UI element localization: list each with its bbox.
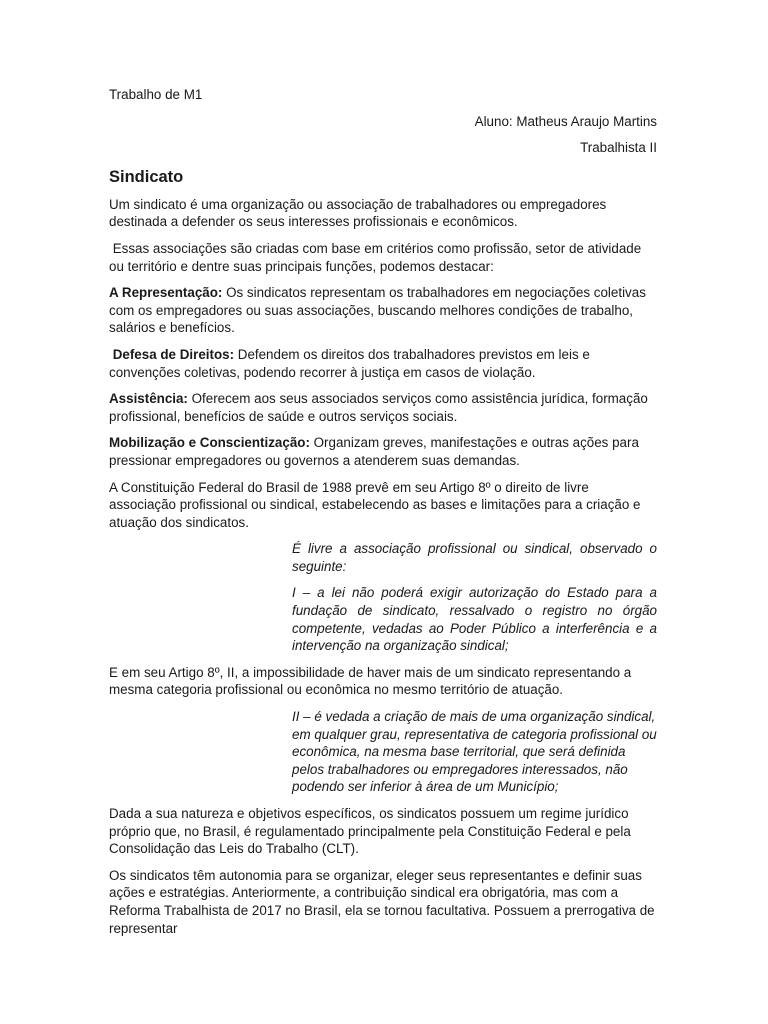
label-mobilizacao: Mobilização e Conscientização: <box>109 435 310 451</box>
paragraph-representacao <box>109 284 657 337</box>
quote-artigo-8-inciso-i: I – a lei não poderá exigir autorização do Estado para a fundação de sindicato, ressalvado o registro no órgão competente, vedadas ao Poder Público a interferência e a intervenção na organização sindical; <box>292 585 657 654</box>
text-representacao: Os sindicatos representam os trabalhadores em negociações coletivas com os empregadores ou suas associações, buscando melhores condições de trabalho, salários e benefícios. <box>109 285 646 336</box>
section-title: Sindicato <box>109 167 184 186</box>
work-title: Trabalho de M1 <box>109 87 203 102</box>
label-representacao: A Representação: <box>109 285 223 301</box>
paragraph-autonomia: Os sindicatos têm autonomia para se organizar, eleger seus representantes e definir suas ações e estratégias. Anteriormente, a contribuição sindical era obrigatória, mas com a Reforma Trabalhista de 2017 no Brasil, ela se tornou facultativa. Possuem a prerrogativa de representar <box>109 867 655 936</box>
paragraph-defesa <box>109 346 657 381</box>
paragraph-definition: Um sindicato é uma organização ou associação de trabalhadores ou empregadores destinada a defender os seus interesses profissionais e econômicos. <box>109 196 607 230</box>
text-mobilizacao: Organizam greves, manifestações e outras ações para pressionar empregadores ou governos a atenderem suas demandas. <box>109 435 639 468</box>
label-defesa: Defesa de Direitos: <box>109 346 235 362</box>
label-assistencia: Assistência: <box>109 391 188 407</box>
paragraph-constituicao: A Constituição Federal do Brasil de 1988 prevê em seu Artigo 8º o direito de livre associação profissional ou sindical, estabelecendo as bases e limitações para a criação e atuação dos sindicatos. <box>109 479 641 530</box>
quote-artigo-8-caput: É livre a associação profissional ou sindical, observado o seguinte: <box>292 541 657 574</box>
paragraph-mobilizacao <box>109 434 657 469</box>
student-name: Aluno: Matheus Araujo Martins <box>474 113 657 129</box>
paragraph-functions-intro: Essas associações são criadas com base em critérios como profissão, setor de atividade ou território e dentre suas principais funções, podemos destacar: <box>109 240 645 274</box>
course-name: Trabalhista II <box>580 140 657 156</box>
text-assistencia: Oferecem aos seus associados serviços como assistência jurídica, formação profissional, benefícios de saúde e outros serviços sociais. <box>109 391 648 424</box>
document-body <box>109 86 657 946</box>
paragraph-artigo-8-ii: E em seu Artigo 8º, II, a impossibilidade de haver mais de um sindicato representando a mesma categoria profissional ou econômica no mesmo território de atuação. <box>109 664 632 698</box>
text-defesa: Defendem os direitos dos trabalhadores previstos em leis e convenções coletivas, podendo recorrer à justiça em casos de violação. <box>109 346 594 380</box>
quote-artigo-8-inciso-ii: II – é vedada a criação de mais de uma organização sindical, em qualquer grau, representativa de categoria profissional ou econômica, na mesma base territorial, que será definida pelos trabalhadores ou empregadores interessados, não podendo ser inferior à área de um Município; <box>292 709 657 795</box>
paragraph-assistencia <box>109 390 657 425</box>
paragraph-regime-juridico: Dada a sua natureza e objetivos específicos, os sindicatos possuem um regime jurídico próprio que, no Brasil, é regulamentado principalmente pela Constituição Federal e pela Consolidação das Leis do Trabalho (CLT). <box>109 806 631 857</box>
